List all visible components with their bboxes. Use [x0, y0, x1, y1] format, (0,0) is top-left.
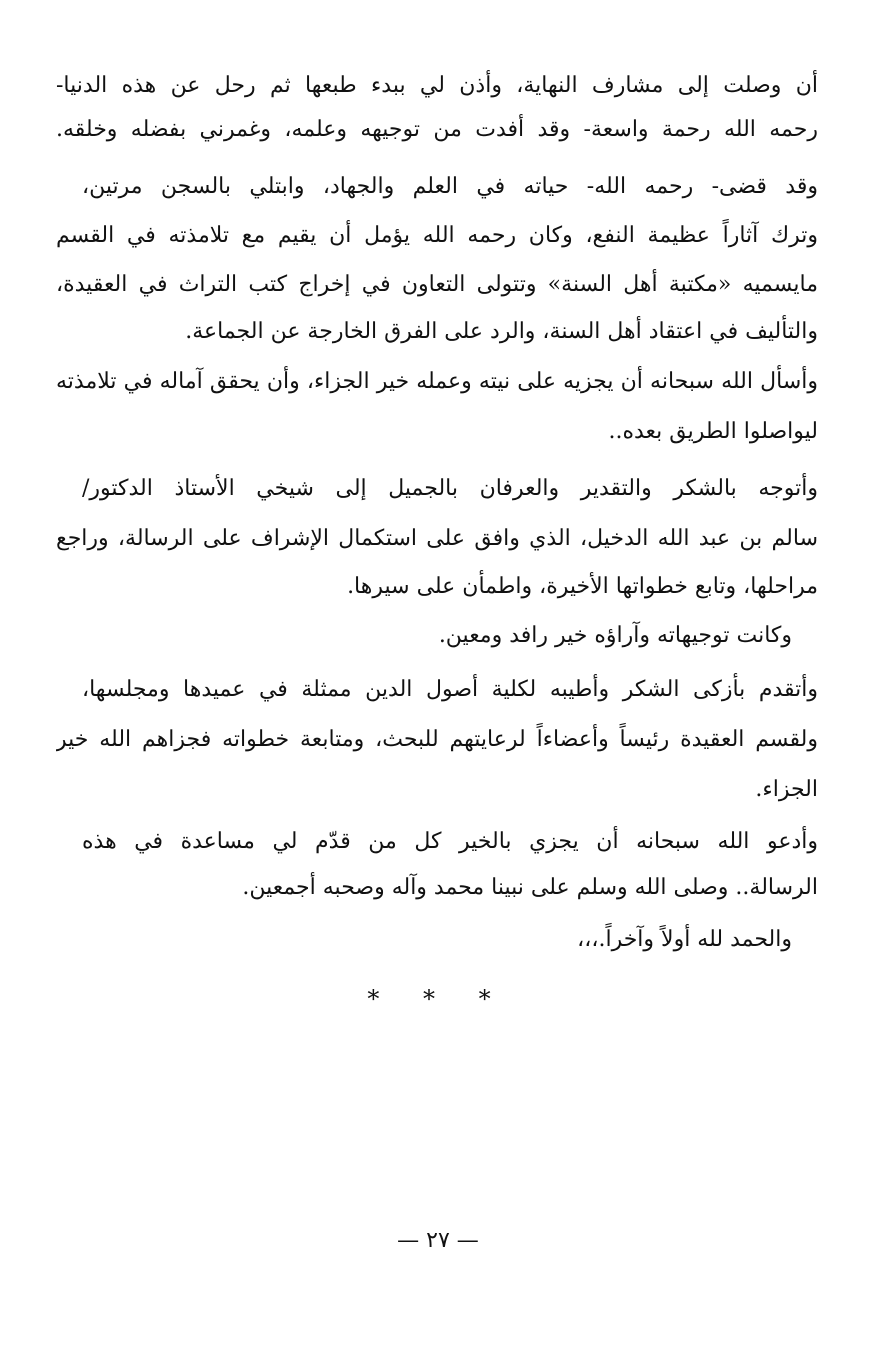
text-line: الجزاء. — [755, 777, 818, 802]
text-line: رحمه الله رحمة واسعة- وقد أفدت من توجيهه وعلمه، وغمرني بفضله وخلقه. — [56, 117, 818, 142]
text-line: سالم بن عبد الله الدخيل، الذي وافق على استكمال الإشراف على الرسالة، وراجع — [56, 526, 818, 551]
text-line: الرسالة.. وصلى الله وسلم على نبينا محمد وآله وصحبه أجمعين. — [242, 875, 818, 900]
text-line: وكانت توجيهاته وآراؤه خير رافد ومعين. — [438, 623, 792, 648]
text-line: وقد قضى- رحمه الله- حياته في العلم والجهاد، وابتلي بالسجن مرتين، — [82, 174, 818, 199]
text-line: مراحلها، وتابع خطواتها الأخيرة، واطمأن على سيرها. — [347, 574, 818, 599]
text-line: والتأليف في اعتقاد أهل السنة، والرد على الفرق الخارجة عن الجماعة. — [185, 319, 818, 344]
page-number: — ٢٧ — — [397, 1228, 479, 1253]
text-line: ولقسم العقيدة رئيساً وأعضاءاً لرعايتهم للبحث، ومتابعة خطواته فجزاهم الله خير — [56, 727, 818, 752]
text-line: وترك آثاراً عظيمة النفع، وكان رحمه الله يؤمل أن يقيم مع تلامذته في القسم — [56, 223, 818, 248]
text-line: ليواصلوا الطريق بعده.. — [608, 419, 818, 444]
text-line: مايسميه «مكتبة أهل السنة» وتتولى التعاون في إخراج كتب التراث في العقيدة، — [56, 272, 818, 297]
text-line: والحمد لله أولاً وآخراً.،،، — [577, 927, 792, 952]
text-line: أن وصلت إلى مشارف النهاية، وأذن لي ببدء طبعها ثم رحل عن هذه الدنيا- — [56, 73, 818, 98]
section-separator: * * * — [367, 985, 509, 1013]
text-line: وأسأل الله سبحانه أن يجزيه على نيته وعمله خير الجزاء، وأن يحقق آماله في تلامذته — [56, 369, 818, 394]
text-line: وأتقدم بأزكى الشكر وأطيبه لكلية أصول الدين ممثلة في عميدها ومجلسها، — [82, 677, 818, 702]
text-line: وأتوجه بالشكر والتقدير والعرفان بالجميل إلى شيخي الأستاذ الدكتور/ — [82, 476, 818, 501]
text-line: وأدعو الله سبحانه أن يجزي بالخير كل من قدّم لي مساعدة في هذه — [82, 829, 818, 854]
